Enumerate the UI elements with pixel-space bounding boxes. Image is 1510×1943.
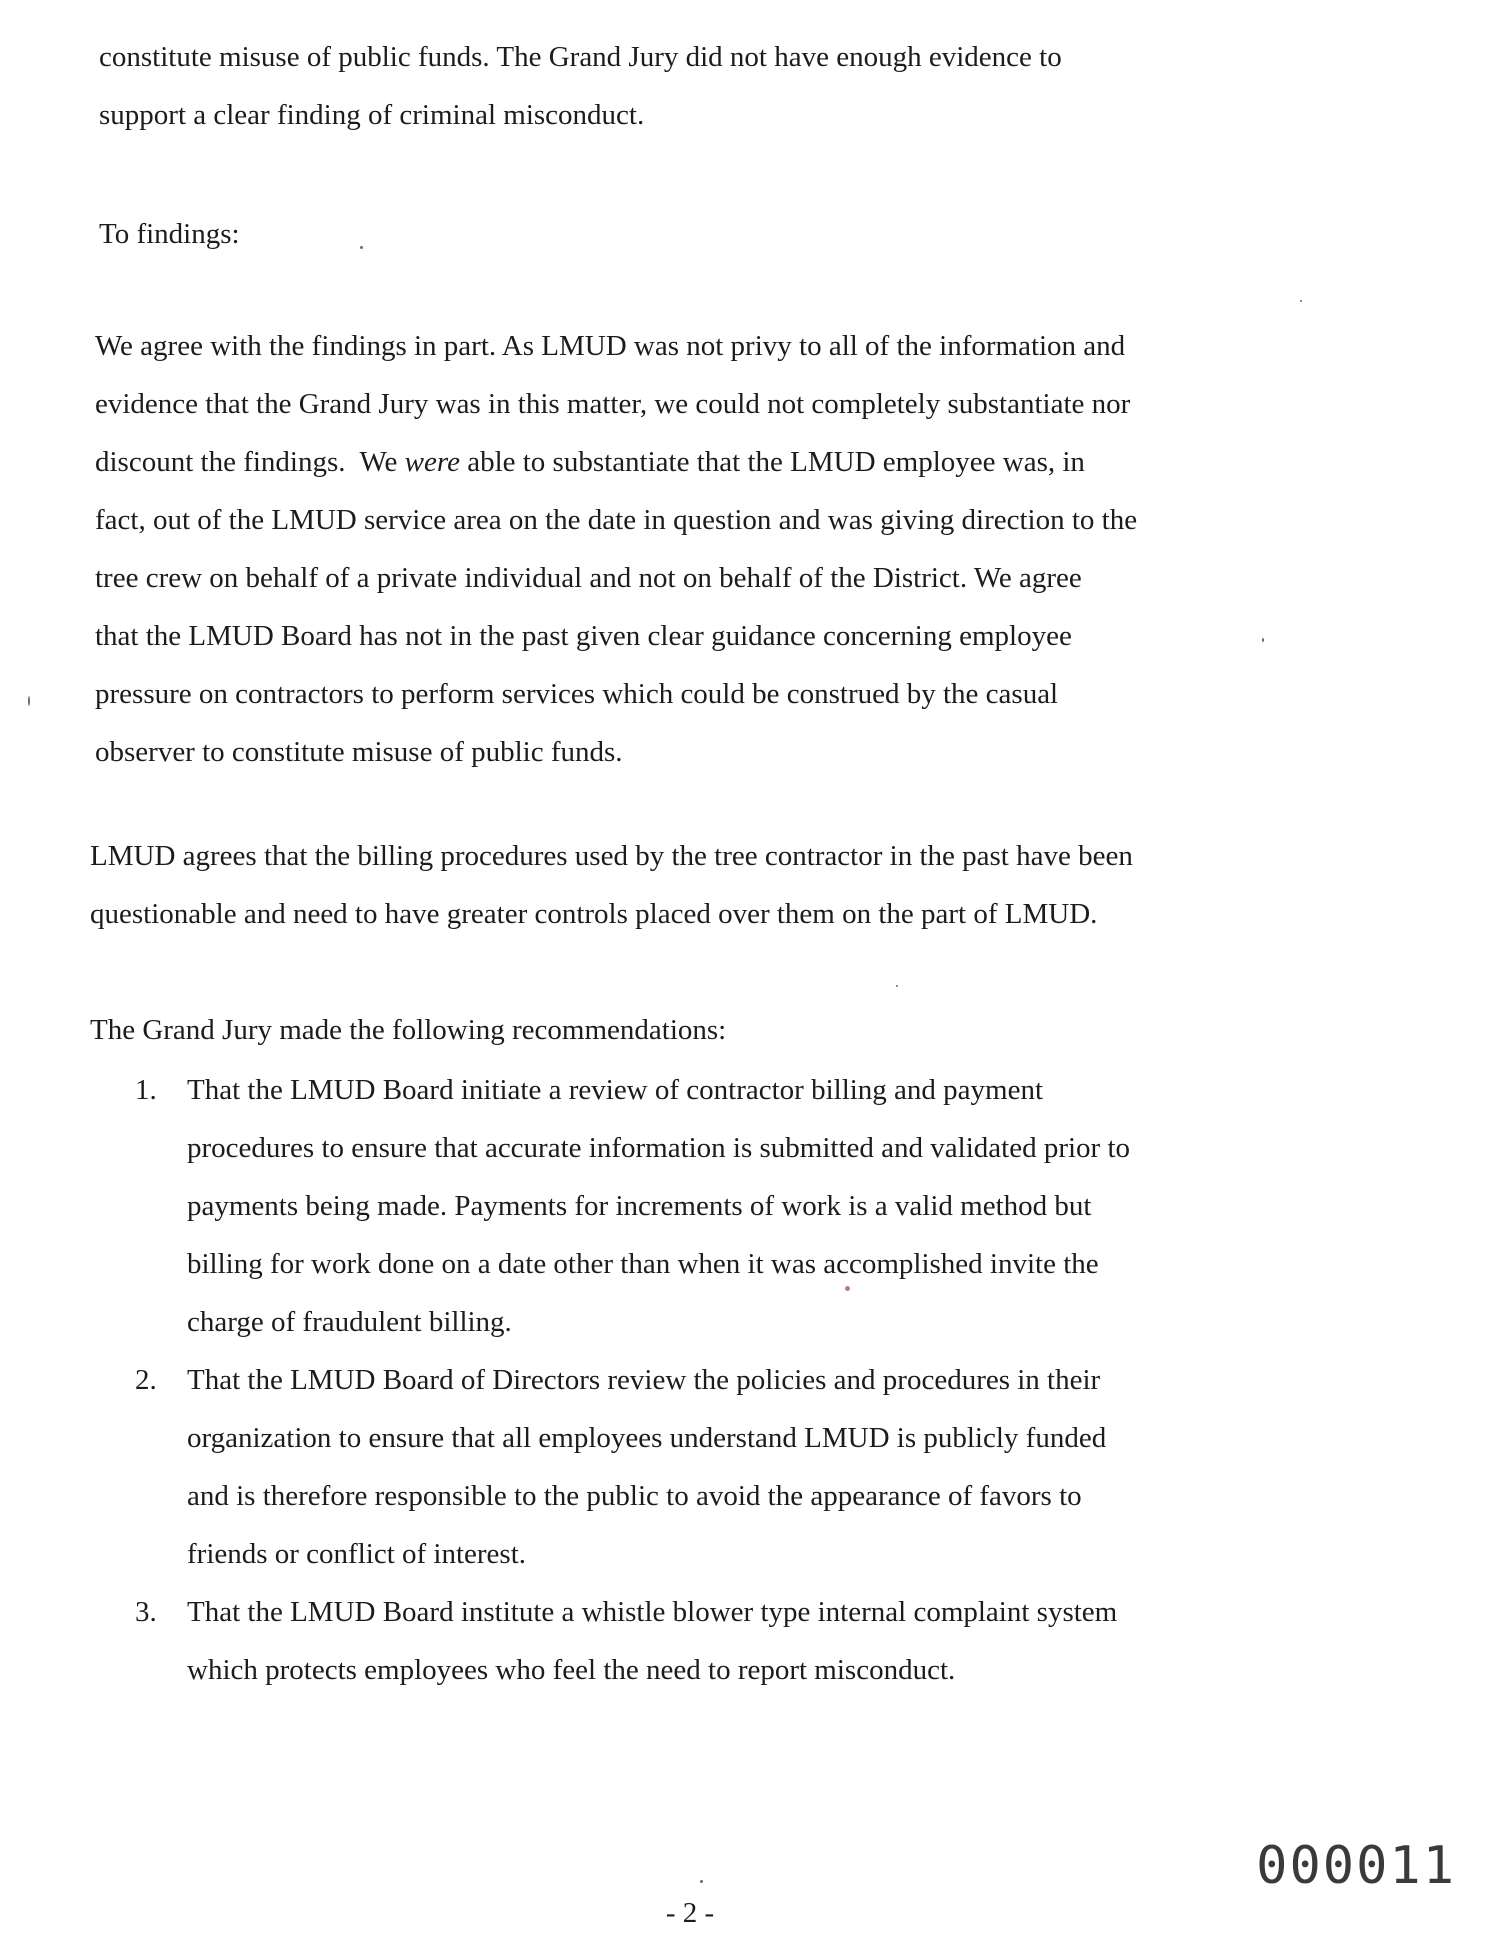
text-run: able to substantiate that the LMUD employee was, in bbox=[459, 446, 1085, 478]
text-line: billing for work done on a date other than when it was accomplished invite the bbox=[187, 1248, 1099, 1280]
text-line-mixed bbox=[95, 433, 1325, 491]
scan-speck bbox=[896, 985, 898, 987]
recommendations-list bbox=[135, 1061, 1285, 1699]
text-line: which protects employees who feel the need to report misconduct. bbox=[187, 1654, 956, 1686]
list-number: 1. bbox=[135, 1074, 157, 1106]
text-line: charge of fraudulent billing. bbox=[187, 1306, 512, 1338]
text-line: pressure on contractors to perform services which could be construed by the casual bbox=[95, 678, 1059, 710]
text-line: That the LMUD Board institute a whistle blower type internal complaint system bbox=[187, 1596, 1118, 1628]
recommendation-text bbox=[187, 1061, 1285, 1351]
text-line: fact, out of the LMUD service area on the date in question and was giving direction to the bbox=[95, 504, 1138, 536]
scan-speck bbox=[28, 696, 30, 706]
text-line: payments being made. Payments for increments of work is a valid method but bbox=[187, 1190, 1092, 1222]
paragraph-billing bbox=[90, 827, 1320, 943]
emphasis-text: were bbox=[404, 446, 460, 478]
scan-speck bbox=[700, 1880, 703, 1883]
recommendation-item bbox=[135, 1351, 1285, 1583]
recommendation-item bbox=[135, 1061, 1285, 1351]
text-line: observer to constitute misuse of public funds. bbox=[95, 736, 623, 768]
text-line: support a clear finding of criminal misconduct. bbox=[99, 99, 645, 131]
text-line: procedures to ensure that accurate information is submitted and validated prior to bbox=[187, 1132, 1130, 1164]
recommendations-intro: The Grand Jury made the following recommendations: bbox=[90, 1014, 727, 1046]
recommendation-item bbox=[135, 1583, 1285, 1699]
scan-speck bbox=[845, 1286, 850, 1291]
text-run: discount the findings. We bbox=[95, 446, 405, 478]
text-line: That the LMUD Board of Directors review the policies and procedures in their bbox=[187, 1364, 1101, 1396]
text-line: and is therefore responsible to the public to avoid the appearance of favors to bbox=[187, 1480, 1082, 1512]
scan-speck bbox=[1300, 300, 1302, 302]
scan-speck bbox=[360, 246, 363, 249]
text-line: constitute misuse of public funds. The Grand Jury did not have enough evidence to bbox=[99, 41, 1062, 73]
text-line: That the LMUD Board initiate a review of contractor billing and payment bbox=[187, 1074, 1044, 1106]
text-line: tree crew on behalf of a private individual and not on behalf of the District. We agree bbox=[95, 562, 1082, 594]
text-line: friends or conflict of interest. bbox=[187, 1538, 527, 1570]
text-line: that the LMUD Board has not in the past given clear guidance concerning employee bbox=[95, 620, 1072, 652]
text-line: LMUD agrees that the billing procedures used by the tree contractor in the past have been bbox=[90, 840, 1133, 872]
scan-speck bbox=[1262, 638, 1264, 642]
text-line: We agree with the findings in part. As LMUD was not privy to all of the information and bbox=[95, 330, 1126, 362]
paragraph-findings-response bbox=[95, 317, 1325, 781]
text-line: evidence that the Grand Jury was in this matter, we could not completely substantiate nor bbox=[95, 388, 1131, 420]
list-number: 3. bbox=[135, 1596, 157, 1628]
findings-label: To findings: bbox=[99, 218, 240, 250]
text-line: organization to ensure that all employees understand LMUD is publicly funded bbox=[187, 1422, 1107, 1454]
paragraph-continuation bbox=[99, 28, 1329, 144]
text-line: questionable and need to have greater controls placed over them on the part of LMUD. bbox=[90, 898, 1098, 930]
recommendation-text bbox=[187, 1351, 1285, 1583]
bates-number-stamp: 000011 bbox=[1256, 1836, 1456, 1896]
page-number: - 2 - bbox=[665, 1897, 715, 1929]
recommendation-text bbox=[187, 1583, 1285, 1699]
list-number: 2. bbox=[135, 1364, 157, 1396]
